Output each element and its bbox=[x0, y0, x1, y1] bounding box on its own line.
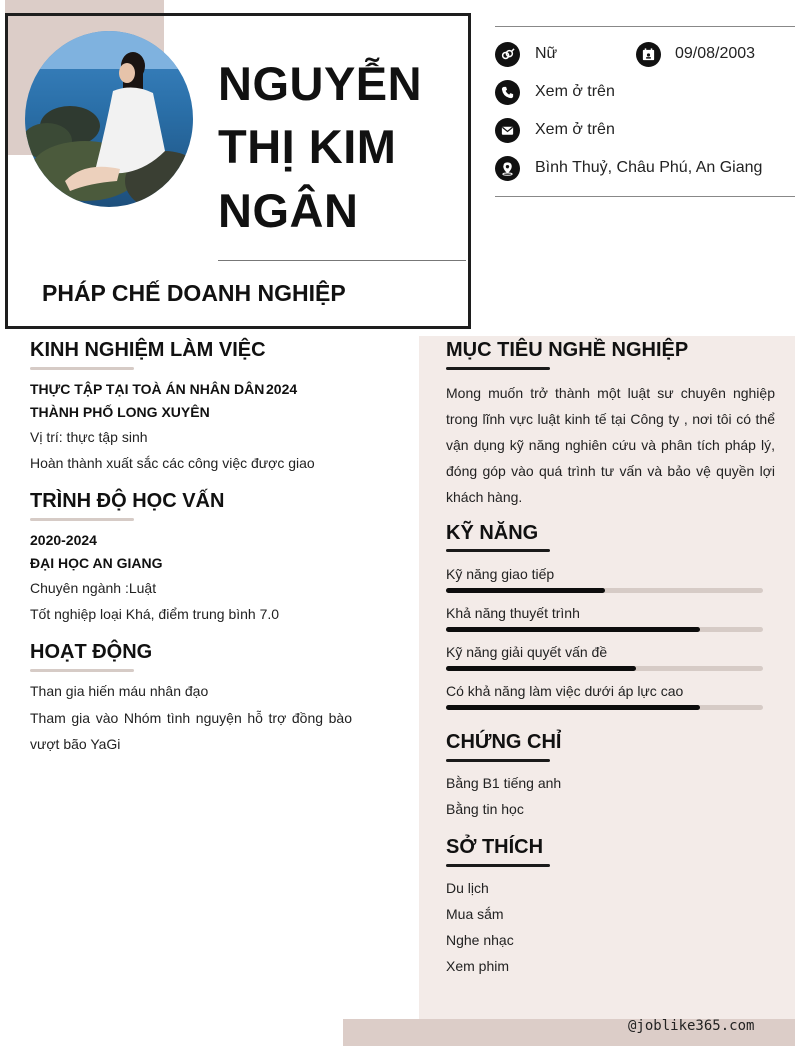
objective-heading: MỤC TIÊU NGHỀ NGHIỆP bbox=[446, 339, 689, 361]
experience-year: 2024 bbox=[266, 381, 298, 397]
experience-heading: KINH NGHIỆM LÀM VIỆC bbox=[30, 339, 266, 361]
skill-label: Kỹ năng giao tiếp bbox=[446, 566, 555, 582]
email-value: Xem ở trên bbox=[535, 121, 615, 138]
activity-item: Than gia hiến máu nhân đạo bbox=[30, 683, 209, 699]
experience-position: Vị trí: thực tập sinh bbox=[30, 429, 148, 445]
education-years: 2020-2024 bbox=[30, 532, 97, 548]
skills-heading: KỸ NĂNG bbox=[446, 522, 539, 544]
objective-text: Mong muốn trở thành một luật sư chuyên nghiệp trong lĩnh vực luật kinh tế tại Công ty , nơi tôi có thể vận dụng kỹ năng nghiên cứu và phân tích pháp lý, đóng góp vào quá trình tư vấn và bảo vệ quyền lợi khách hàng. bbox=[446, 385, 775, 505]
candidate-name-line-3: NGÂN bbox=[218, 184, 359, 237]
certificate-item: Bằng tin học bbox=[446, 801, 524, 817]
profile-photo bbox=[25, 31, 193, 207]
candidate-name-line-2: THỊ KIM bbox=[218, 120, 397, 173]
phone-icon bbox=[495, 80, 520, 105]
skill-level-fill bbox=[446, 627, 700, 632]
skill-level-fill bbox=[446, 588, 605, 593]
certificates-heading: CHỨNG CHỈ bbox=[446, 731, 562, 753]
experience-org-line-1: THỰC TẬP TẠI TOÀ ÁN NHÂN DÂN bbox=[30, 381, 265, 397]
footer-watermark: @joblike365.com bbox=[628, 1018, 755, 1034]
calendar-icon bbox=[636, 42, 661, 67]
hobbies-heading: SỞ THÍCH bbox=[446, 836, 544, 858]
skill-level-bar bbox=[446, 705, 763, 710]
address-value: Bình Thuỷ, Châu Phú, An Giang bbox=[535, 159, 763, 176]
hobby-item: Du lịch bbox=[446, 880, 489, 896]
name-divider bbox=[218, 260, 466, 261]
certificate-item: Bằng B1 tiếng anh bbox=[446, 775, 562, 791]
skill-label: Khả năng thuyết trình bbox=[446, 605, 580, 621]
gender-icon bbox=[495, 42, 520, 67]
activities-heading: HOẠT ĐỘNG bbox=[30, 641, 153, 663]
phone-value: Xem ở trên bbox=[535, 83, 615, 100]
skill-label: Có khả năng làm việc dưới áp lực cao bbox=[446, 683, 684, 699]
skills-underline bbox=[446, 549, 550, 552]
experience-detail: Hoàn thành xuất sắc các công việc được giao bbox=[30, 455, 315, 471]
contact-top-rule bbox=[495, 26, 795, 27]
experience-org-line-2: THÀNH PHỐ LONG XUYÊN bbox=[30, 404, 210, 420]
skill-level-fill bbox=[446, 666, 636, 671]
activities-underline bbox=[30, 669, 134, 672]
hobby-item: Xem phim bbox=[446, 958, 510, 974]
skill-label: Kỹ năng giải quyết vấn đề bbox=[446, 644, 608, 660]
experience-underline bbox=[30, 367, 134, 370]
candidate-name-line-1: NGUYỄN bbox=[218, 57, 423, 110]
education-school: ĐẠI HỌC AN GIANG bbox=[30, 555, 163, 571]
job-title: PHÁP CHẾ DOANH NGHIỆP bbox=[42, 280, 346, 306]
contact-bottom-rule bbox=[495, 196, 795, 197]
skill-level-fill bbox=[446, 705, 700, 710]
education-result: Tốt nghiệp loại Khá, điểm trung bình 7.0 bbox=[30, 606, 280, 622]
objective-underline bbox=[446, 367, 550, 370]
location-pin-icon bbox=[495, 156, 520, 181]
skill-level-bar bbox=[446, 666, 763, 671]
birthday-value: 09/08/2003 bbox=[675, 45, 756, 62]
email-icon bbox=[495, 118, 520, 143]
gender-value: Nữ bbox=[535, 45, 558, 62]
certificates-underline bbox=[446, 759, 550, 762]
education-heading: TRÌNH ĐỘ HỌC VẤN bbox=[30, 490, 225, 512]
hobby-item: Nghe nhạc bbox=[446, 932, 514, 948]
hobbies-underline bbox=[446, 864, 550, 867]
education-major: Chuyên ngành :Luật bbox=[30, 580, 157, 596]
skill-level-bar bbox=[446, 627, 763, 632]
hobby-item: Mua sắm bbox=[446, 906, 504, 922]
skill-level-bar bbox=[446, 588, 763, 593]
activity-item: Tham gia vào Nhóm tình nguyện hỗ trợ đồng bào vượt bão YaGi bbox=[30, 710, 352, 752]
education-underline bbox=[30, 518, 134, 521]
